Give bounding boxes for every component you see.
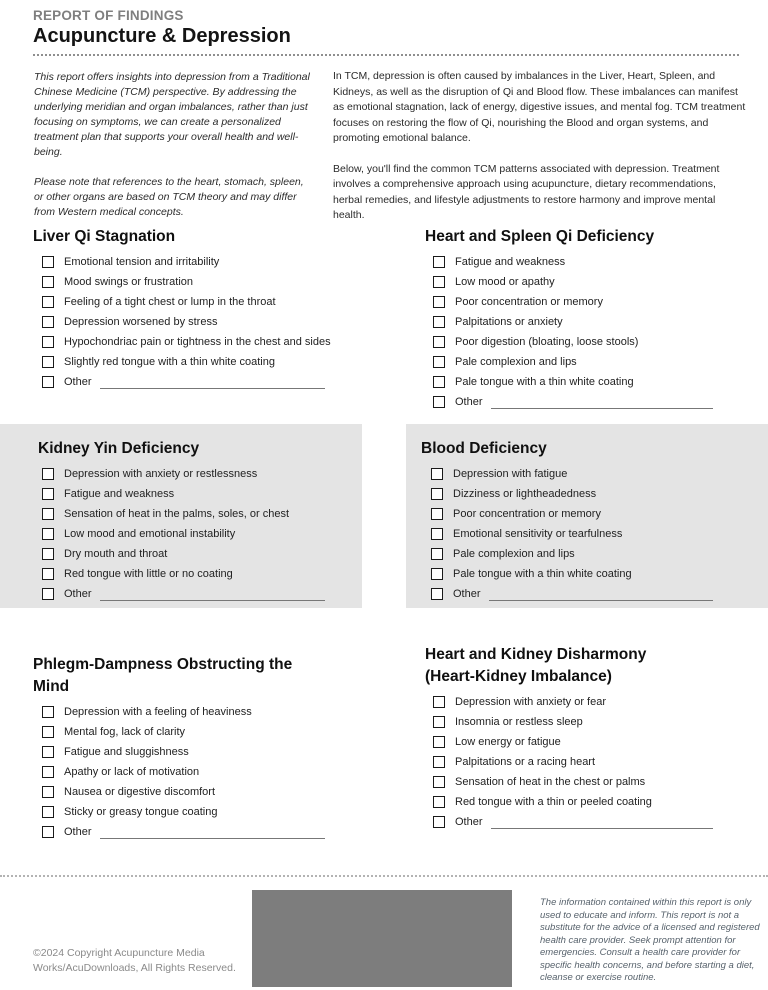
symptom-checkbox[interactable] (433, 396, 445, 408)
symptom-label: Dizziness or lightheadedness (453, 488, 597, 500)
symptom-label: Pale tongue with a thin white coating (453, 568, 632, 580)
symptom-row (425, 392, 713, 412)
other-write-in-line[interactable] (100, 588, 325, 601)
section-title-line2: (Heart-Kidney Imbalance) (425, 668, 612, 685)
symptom-checkbox[interactable] (42, 806, 54, 818)
symptom-checkbox[interactable] (433, 276, 445, 288)
section-title: Blood Deficiency (421, 440, 547, 457)
symptom-label: Feeling of a tight chest or lump in the throat (64, 296, 276, 308)
symptom-row (33, 332, 331, 352)
symptom-checkbox[interactable] (431, 508, 443, 520)
section-title: Liver Qi Stagnation (33, 228, 176, 245)
symptom-label: Red tongue with a thin or peeled coating (455, 796, 652, 808)
symptom-label: Apathy or lack of motivation (64, 766, 200, 778)
symptom-label: Depression with fatigue (453, 468, 568, 480)
symptom-label: Pale tongue with a thin white coating (455, 376, 634, 388)
intro-right-column (333, 69, 747, 239)
symptom-row (33, 272, 325, 292)
symptom-checkbox[interactable] (433, 716, 445, 728)
symptom-row (33, 802, 325, 822)
symptom-checklist (33, 252, 331, 392)
symptom-row (425, 252, 713, 272)
symptom-label: Mental fog, lack of clarity (64, 726, 186, 738)
symptom-label: Low mood and emotional instability (64, 528, 236, 540)
symptom-row (425, 772, 713, 792)
symptom-label: Depression with a feeling of heaviness (64, 706, 252, 718)
section-title: Heart and Spleen Qi Deficiency (425, 228, 655, 245)
symptom-row (421, 464, 713, 484)
symptom-row (33, 762, 325, 782)
symptom-row (425, 732, 713, 752)
symptom-row (425, 312, 713, 332)
symptom-label: Emotional tension and irritability (64, 256, 220, 268)
copyright-text: ©2024 Copyright Acupuncture Media Works/AcuDownloads, All Rights Reserved. (33, 947, 236, 974)
symptom-row (38, 504, 325, 524)
other-write-in-line[interactable] (100, 376, 325, 389)
symptom-label: Sticky or greasy tongue coating (64, 806, 218, 818)
symptom-checkbox[interactable] (433, 736, 445, 748)
symptom-row (33, 742, 325, 762)
symptom-checkbox[interactable] (42, 528, 54, 540)
symptom-checkbox[interactable] (42, 726, 54, 738)
header-divider (33, 54, 739, 56)
symptom-checklist (33, 702, 325, 842)
other-write-in-line[interactable] (491, 816, 713, 829)
symptom-label: Depression with anxiety or restlessness (64, 468, 258, 480)
symptom-checkbox[interactable] (42, 256, 54, 268)
symptom-checkbox[interactable] (433, 796, 445, 808)
symptom-checkbox[interactable] (42, 588, 54, 600)
section-liver-qi-stagnation (33, 226, 331, 392)
intro-left-column (34, 70, 310, 235)
symptom-label: Low energy or fatigue (455, 736, 561, 748)
symptom-checkbox[interactable] (433, 756, 445, 768)
symptom-row (38, 524, 325, 544)
symptom-checkbox[interactable] (42, 336, 54, 348)
symptom-label: Other (64, 376, 92, 388)
symptom-label: Low mood or apathy (455, 276, 555, 288)
symptom-checkbox[interactable] (431, 568, 443, 580)
symptom-label: Nausea or digestive discomfort (64, 786, 216, 798)
symptom-row (425, 372, 713, 392)
symptom-label: Mood swings or frustration (64, 276, 193, 288)
symptom-checkbox[interactable] (42, 296, 54, 308)
symptom-label: Depression with anxiety or fear (455, 696, 607, 708)
symptom-checkbox[interactable] (42, 746, 54, 758)
symptom-label: Hypochondriac pain or tightness in the chest and sides (64, 336, 331, 348)
symptom-row (38, 464, 325, 484)
symptom-row (425, 292, 713, 312)
symptom-row (33, 312, 325, 332)
symptom-checkbox[interactable] (431, 588, 443, 600)
symptom-row (425, 352, 713, 372)
symptom-label: Other (455, 396, 483, 408)
symptom-label: Depression worsened by stress (64, 316, 218, 328)
symptom-label: Pale complexion and lips (455, 356, 577, 368)
symptom-checkbox[interactable] (431, 488, 443, 500)
symptom-checkbox[interactable] (433, 816, 445, 828)
symptom-row (33, 822, 325, 842)
other-write-in-line[interactable] (491, 396, 713, 409)
symptom-checklist (38, 464, 325, 604)
symptom-checkbox[interactable] (433, 376, 445, 388)
symptom-label: Red tongue with little or no coating (64, 568, 233, 580)
symptom-row (33, 782, 325, 802)
symptom-checklist (425, 692, 713, 832)
symptom-row (425, 792, 713, 812)
symptom-row (425, 272, 713, 292)
symptom-row (425, 752, 713, 772)
symptom-row (33, 252, 325, 272)
symptom-label: Emotional sensitivity or tearfulness (453, 528, 623, 540)
symptom-label: Fatigue and weakness (455, 256, 566, 268)
section-title: Kidney Yin Deficiency (38, 440, 200, 457)
symptom-checkbox[interactable] (42, 468, 54, 480)
symptom-checkbox[interactable] (431, 468, 443, 480)
symptom-checkbox[interactable] (42, 568, 54, 580)
other-write-in-line[interactable] (100, 826, 325, 839)
symptom-checklist (421, 464, 713, 604)
symptom-row (421, 504, 713, 524)
symptom-row (421, 584, 713, 604)
intro-paragraph: This report offers insights into depression from a Traditional Chinese Medicine (TCM) perspective. By addressing the underlying meridian and organ imbalances, rather than just focusing on symptoms, we can create a personalized treatment plan that supports your overall health and well-being. (34, 71, 310, 158)
symptom-label: Sensation of heat in the chest or palms (455, 776, 646, 788)
symptom-row (421, 544, 713, 564)
symptom-label: Poor digestion (bloating, loose stools) (455, 336, 639, 348)
section-title: Heart and Kidney Disharmony (425, 646, 647, 663)
symptom-row (38, 564, 325, 584)
symptom-checkbox[interactable] (42, 488, 54, 500)
symptom-row (421, 524, 713, 544)
symptom-row (425, 332, 713, 352)
symptom-row (33, 722, 325, 742)
symptom-label: Fatigue and weakness (64, 488, 175, 500)
symptom-label: Other (453, 588, 481, 600)
symptom-checkbox[interactable] (433, 256, 445, 268)
symptom-checkbox[interactable] (433, 776, 445, 788)
intro-paragraph: Below, you'll find the common TCM patterns associated with depression. Treatment involves a comprehensive approach using acupuncture, dietary recommendations, herbal remedies, and lifestyle adjustments to restore harmony and improve mental health. (333, 162, 720, 221)
symptom-checkbox[interactable] (42, 356, 54, 368)
symptom-checkbox[interactable] (42, 826, 54, 838)
symptom-checkbox[interactable] (42, 508, 54, 520)
symptom-label: Palpitations or a racing heart (455, 756, 596, 768)
symptom-row (425, 712, 713, 732)
symptom-row (421, 564, 713, 584)
symptom-checkbox[interactable] (42, 316, 54, 328)
symptom-checkbox[interactable] (42, 786, 54, 798)
footer-divider (0, 875, 768, 877)
intro-paragraph: In TCM, depression is often caused by imbalances in the Liver, Heart, Spleen, and Kidneys, as well as the disruption of Qi and Blood flow. These imbalances can manifest as emotional stagnation, lack of energy, digestive issues, and mental fog. TCM treatment focuses on restoring the flow of Qi, nourishing the Blood and organ systems, and promoting emotional balance. (333, 70, 746, 144)
symptom-checkbox[interactable] (433, 316, 445, 328)
symptom-row (33, 292, 325, 312)
symptom-label: Insomnia or restless sleep (455, 716, 583, 728)
symptom-label: Other (64, 826, 92, 838)
symptom-checklist (425, 252, 713, 412)
symptom-label: Slightly red tongue with a thin white coating (64, 356, 275, 368)
section-heart-and-spleen-qi-deficiency (425, 226, 713, 412)
symptom-checkbox[interactable] (42, 706, 54, 718)
symptom-row (38, 584, 325, 604)
symptom-checkbox[interactable] (42, 276, 54, 288)
intro-paragraph: Please note that references to the heart, stomach, spleen, or other organs are based on TCM theory and may differ from Western medical concepts. (34, 176, 304, 218)
symptom-checkbox[interactable] (431, 528, 443, 540)
section-heart-and-kidney-disharmony (425, 644, 713, 832)
footer-image-placeholder (252, 890, 512, 987)
other-write-in-line[interactable] (489, 588, 713, 601)
symptom-row (38, 484, 325, 504)
symptom-checkbox[interactable] (433, 356, 445, 368)
symptom-row (421, 484, 713, 504)
symptom-row (425, 812, 713, 832)
symptom-label: Sensation of heat in the palms, soles, or chest (64, 508, 290, 520)
page-title: Acupuncture & Depression (33, 25, 291, 47)
symptom-checkbox[interactable] (433, 296, 445, 308)
section-phlegm-dampness-obstructing-the-mind (33, 654, 325, 842)
section-title: Phlegm-Dampness Obstructing the Mind (33, 656, 293, 695)
symptom-row (33, 372, 325, 392)
symptom-row (38, 544, 325, 564)
symptom-label: Poor concentration or memory (453, 508, 601, 520)
symptom-label: Other (455, 816, 483, 828)
symptom-row (33, 702, 325, 722)
symptom-row (33, 352, 325, 372)
report-eyebrow: REPORT OF FINDINGS (33, 8, 184, 23)
symptom-checkbox[interactable] (433, 336, 445, 348)
symptom-checkbox[interactable] (42, 548, 54, 560)
section-blood-deficiency (406, 424, 768, 608)
symptom-label: Other (64, 588, 92, 600)
symptom-label: Dry mouth and throat (64, 548, 168, 560)
symptom-label: Palpitations or anxiety (455, 316, 563, 328)
disclaimer-text: The information contained within this report is only used to educate and inform. This report is not a substitute for the advice of a licensed and registered health care provider. Seek prompt attention for emergencies. Consult a health care provider for specific health concerns, and before starting a diet, cleanse or exercise routine. (540, 897, 760, 983)
symptom-label: Fatigue and sluggishness (64, 746, 189, 758)
symptom-checkbox[interactable] (433, 696, 445, 708)
symptom-checkbox[interactable] (431, 548, 443, 560)
symptom-checkbox[interactable] (42, 766, 54, 778)
section-kidney-yin-deficiency (0, 424, 362, 608)
symptom-checkbox[interactable] (42, 376, 54, 388)
symptom-label: Pale complexion and lips (453, 548, 575, 560)
symptom-label: Poor concentration or memory (455, 296, 603, 308)
symptom-row (425, 692, 713, 712)
